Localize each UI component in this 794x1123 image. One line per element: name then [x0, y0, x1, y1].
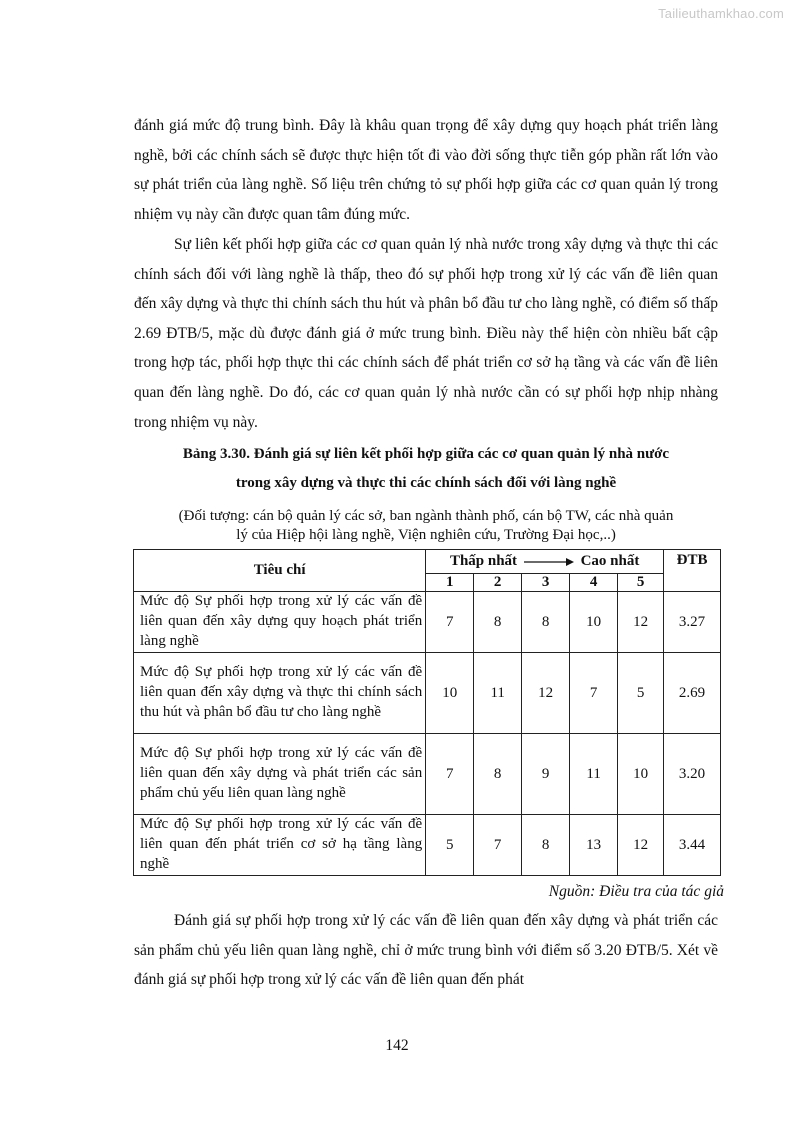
- row-criteria: Mức độ Sự phối hợp trong xử lý các vấn đề liên quan đến xây dựng quy hoạch phát triển làng nghề: [134, 592, 426, 653]
- table-row: [134, 592, 721, 653]
- row-avg: 3.20: [664, 734, 721, 815]
- table-caption-line2: trong xây dựng và thực thi các chính sách đối với làng nghề: [235, 475, 617, 491]
- arrow-right-icon: [523, 557, 575, 567]
- header-level-4: 4: [570, 574, 618, 592]
- row-value: 12: [618, 592, 664, 653]
- table-source: Nguồn: Điều tra của tác giả: [548, 883, 724, 900]
- row-avg: 3.27: [664, 592, 721, 653]
- header-level-5: 5: [618, 574, 664, 592]
- row-value: 7: [570, 653, 618, 734]
- header-criteria: Tiêu chí: [134, 550, 426, 592]
- row-value: 7: [426, 734, 474, 815]
- row-avg: 3.44: [664, 815, 721, 876]
- header-scale-low: Thấp nhất: [449, 553, 518, 569]
- row-value: 12: [522, 653, 570, 734]
- header-level-3: 3: [522, 574, 570, 592]
- paragraph-evaluation: Đánh giá sự phối hợp trong xử lý các vấn đề liên quan đến xây dựng và phát triển các sản phẩm chủ yếu liên quan làng nghề, chỉ ở mức trung bình với điểm số 3.20 ĐTB/5. Xét về đánh giá sự phối hợp trong xử lý các vấn đề liên quan đến phát: [134, 912, 718, 989]
- row-value: 13: [570, 815, 618, 876]
- header-avg: ĐTB: [664, 550, 721, 592]
- row-value: 8: [474, 734, 522, 815]
- table-row: [134, 815, 721, 876]
- header-level-1: 1: [426, 574, 474, 592]
- header-scale-high: Cao nhất: [580, 553, 640, 569]
- assessment-table: [133, 549, 721, 876]
- header-scale: [426, 550, 664, 574]
- row-value: 8: [474, 592, 522, 653]
- row-value: 12: [618, 815, 664, 876]
- row-value: 11: [570, 734, 618, 815]
- row-avg: 2.69: [664, 653, 721, 734]
- table-row: [134, 734, 721, 815]
- row-value: 10: [426, 653, 474, 734]
- row-value: 7: [474, 815, 522, 876]
- table-caption-line1: Bảng 3.30. Đánh giá sự liên kết phối hợp giữa các cơ quan quản lý nhà nước: [182, 446, 670, 462]
- row-value: 5: [426, 815, 474, 876]
- row-value: 8: [522, 815, 570, 876]
- watermark: Tailieuthamkhao.com: [658, 6, 784, 21]
- table-subject-line1: (Đối tượng: cán bộ quản lý các sở, ban ngành thành phố, cán bộ TW, các nhà quản: [178, 508, 674, 524]
- paragraph-intro: đánh giá mức độ trung bình. Đây là khâu quan trọng để xây dựng quy hoạch phát triển làng nghề, bởi các chính sách sẽ được thực hiện tốt đi vào đời sống thực tiễn góp phần rất lớn vào sự phát triển của làng nghề. Số liệu trên chứng tỏ sự phối hợp giữa các cơ quan quản lý trong nhiệm vụ này cần được quan tâm đúng mức.: [134, 117, 718, 223]
- row-value: 7: [426, 592, 474, 653]
- row-value: 10: [618, 734, 664, 815]
- row-value: 8: [522, 592, 570, 653]
- paragraph-coordination: Sự liên kết phối hợp giữa các cơ quan quản lý nhà nước trong xây dựng và thực thi các chính sách đối với làng nghề là thấp, theo đó sự phối hợp trong xử lý các vấn đề liên quan đến xây dựng và thực thi chính sách thu hút và phân bổ đầu tư cho làng nghề, có điểm số thấp 2.69 ĐTB/5, mặc dù được đánh giá ở mức trung bình. Điều này thể hiện còn nhiều bất cập trong hợp tác, phối hợp thực thi các chính sách để phát triển cơ sở hạ tầng và các vấn đề liên quan đến làng nghề. Do đó, các cơ quan quản lý nhà nước cần có sự phối hợp nhịp nhàng trong nhiệm vụ này.: [134, 236, 718, 431]
- row-value: 11: [474, 653, 522, 734]
- row-criteria: Mức độ Sự phối hợp trong xử lý các vấn đề liên quan đến phát triển cơ sở hạ tầng làng nghề: [134, 815, 426, 876]
- table-row: [134, 653, 721, 734]
- table-subject-line2: lý của Hiệp hội làng nghề, Viện nghiên cứu, Trường Đại học,..): [236, 527, 616, 543]
- row-criteria: Mức độ Sự phối hợp trong xử lý các vấn đề liên quan đến xây dựng và phát triển các sản phẩm chủ yếu liên quan làng nghề: [134, 734, 426, 815]
- row-value: 9: [522, 734, 570, 815]
- row-value: 5: [618, 653, 664, 734]
- row-value: 10: [570, 592, 618, 653]
- page-number: 142: [385, 1037, 409, 1054]
- header-level-2: 2: [474, 574, 522, 592]
- row-criteria: Mức độ Sự phối hợp trong xử lý các vấn đề liên quan đến xây dựng và thực thi chính sách thu hút và phân bổ đầu tư cho làng nghề: [134, 653, 426, 734]
